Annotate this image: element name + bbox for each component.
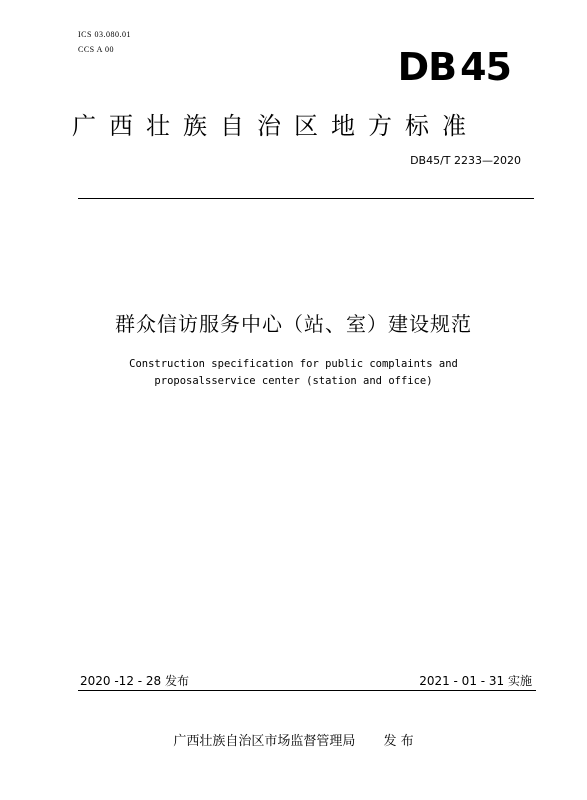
issue-date: 2020 -12 - 28 发布 xyxy=(80,674,189,688)
publisher-line xyxy=(0,730,587,749)
footer-divider xyxy=(78,690,536,691)
header-divider xyxy=(78,198,534,199)
logo-number: 45 xyxy=(460,45,511,89)
standard-number: DB45/T 2233—2020 xyxy=(410,154,521,167)
ccs-code: CCS A 00 xyxy=(78,45,115,54)
title-chinese: 群众信访服务中心（站、室）建设规范 xyxy=(115,312,472,336)
implementation-date: 2021 - 01 - 31 实施 xyxy=(419,674,532,688)
publisher-action: 发 布 xyxy=(383,734,414,749)
publisher-name: 广西壮族自治区市场监督管理局 xyxy=(173,734,356,749)
standard-logo xyxy=(397,45,511,89)
title-english-line-2: proposalsservice center (station and office) xyxy=(154,375,433,387)
logo-prefix: DB xyxy=(397,45,457,89)
ics-code: ICS 03.080.01 xyxy=(78,30,131,39)
title-english-line-1: Construction specification for public complaints and xyxy=(129,358,458,370)
standard-level-heading: 广西壮族自治区地方标准 xyxy=(72,112,479,140)
